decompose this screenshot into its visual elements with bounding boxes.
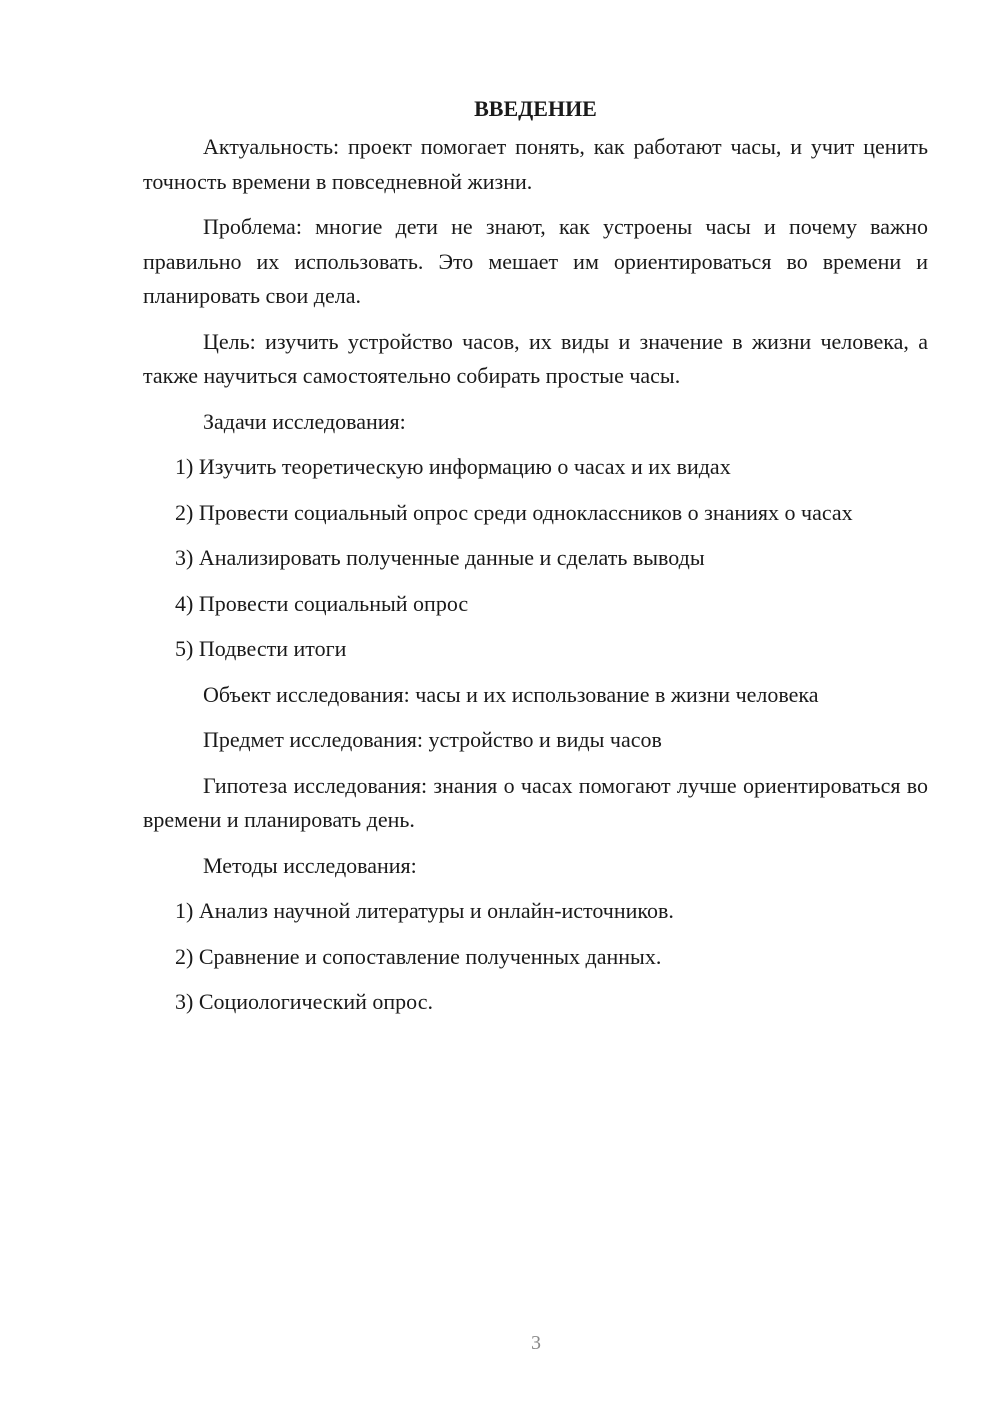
task-item: 3) Анализировать полученные данные и сделать выводы bbox=[175, 545, 705, 570]
tasks-heading: Задачи исследования: bbox=[203, 408, 406, 434]
goal-paragraph: Цель: изучить устройство часов, их виды и значение в жизни человека, а также научиться самостоятельно собирать простые часы. bbox=[143, 328, 928, 388]
research-object: Объект исследования: часы и их использование в жизни человека bbox=[203, 681, 819, 707]
method-item: 3) Социологический опрос. bbox=[175, 989, 433, 1014]
task-item: 2) Провести социальный опрос среди одноклассников о знаниях о часах bbox=[175, 499, 853, 525]
problem-paragraph: Проблема: многие дети не знают, как устроены часы и почему важно правильно их использовать. Это мешает им ориентироваться во времени и планировать свои дела. bbox=[143, 214, 928, 308]
task-item: 1) Изучить теоретическую информацию о часах и их видах bbox=[175, 454, 731, 479]
research-hypothesis: Гипотеза исследования: знания о часах помогают лучше ориентироваться во времени и планировать день. bbox=[143, 772, 928, 832]
methods-heading: Методы исследования: bbox=[203, 852, 417, 878]
method-item: 1) Анализ научной литературы и онлайн-источников. bbox=[175, 898, 674, 923]
document-page bbox=[143, 92, 928, 1031]
task-item: 4) Провести социальный опрос bbox=[175, 590, 469, 616]
section-title: ВВЕДЕНИЕ bbox=[474, 96, 597, 121]
page-number: 3 bbox=[531, 1332, 541, 1354]
relevance-paragraph: Актуальность: проект помогает понять, как работают часы, и учит ценить точность времени в повседневной жизни. bbox=[143, 134, 928, 194]
method-item: 2) Сравнение и сопоставление полученных данных. bbox=[175, 943, 662, 969]
research-subject: Предмет исследования: устройство и виды часов bbox=[203, 727, 662, 752]
task-item: 5) Подвести итоги bbox=[175, 636, 347, 661]
